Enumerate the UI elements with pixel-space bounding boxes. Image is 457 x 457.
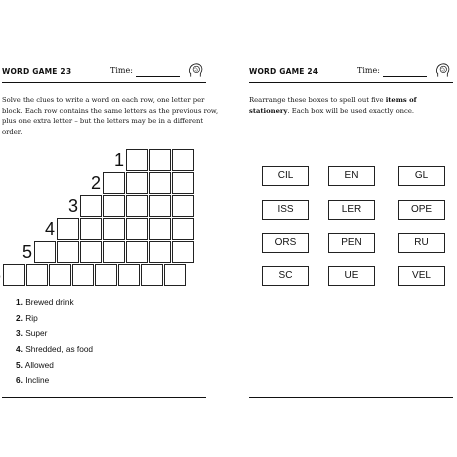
- row-number: 3: [68, 196, 79, 216]
- letter-cell[interactable]: [103, 241, 125, 263]
- page-header: [249, 62, 453, 83]
- letter-tile[interactable]: UE: [328, 266, 375, 286]
- page-footer-rule: [249, 397, 453, 398]
- letter-tile[interactable]: ORS: [262, 233, 309, 253]
- letter-cell[interactable]: [126, 149, 148, 171]
- letter-tile[interactable]: PEN: [328, 233, 375, 253]
- clue-item: 2. Rip: [16, 312, 38, 323]
- row-number: 2: [91, 173, 102, 193]
- letter-cell[interactable]: [149, 195, 171, 217]
- time-input-line[interactable]: [383, 76, 427, 77]
- letter-cell[interactable]: [95, 264, 117, 286]
- letter-tile[interactable]: VEL: [398, 266, 445, 286]
- instructions: Solve the clues to write a word on each row, one letter per block. Each row contains the same letters as the previous row, plus one extra letter – but the letters may be in a different order.: [2, 96, 219, 136]
- letter-cell[interactable]: [57, 241, 79, 263]
- letter-cell[interactable]: [80, 218, 102, 240]
- letter-cell[interactable]: [118, 264, 140, 286]
- letter-tile[interactable]: SC: [262, 266, 309, 286]
- letter-cell[interactable]: [80, 195, 102, 217]
- clue-item: 4. Shredded, as food: [16, 344, 94, 355]
- letter-cell[interactable]: [103, 218, 125, 240]
- letter-cell[interactable]: [57, 218, 79, 240]
- clue-item: 1. Brewed drink: [16, 297, 74, 307]
- letter-tile[interactable]: ISS: [262, 200, 309, 220]
- letter-cell[interactable]: [172, 218, 194, 240]
- letter-cell[interactable]: [141, 264, 163, 286]
- letter-tile[interactable]: EN: [328, 166, 375, 186]
- letter-cell[interactable]: [149, 218, 171, 240]
- letter-cell[interactable]: [49, 264, 71, 286]
- letter-cell[interactable]: [72, 264, 94, 286]
- letter-cell[interactable]: [149, 149, 171, 171]
- letter-tile[interactable]: CIL: [262, 166, 309, 186]
- letter-cell[interactable]: [164, 264, 186, 286]
- page-title: WORD GAME 23: [2, 67, 72, 76]
- letter-cell[interactable]: [126, 241, 148, 263]
- clue-list: [16, 295, 93, 389]
- clue-item: 6. Incline: [16, 375, 50, 386]
- letter-cell[interactable]: [126, 172, 148, 194]
- letter-cell[interactable]: [80, 241, 102, 263]
- page-footer-rule: [2, 397, 206, 398]
- letter-cell[interactable]: [126, 218, 148, 240]
- letter-cell[interactable]: [149, 241, 171, 263]
- letter-cell[interactable]: [126, 195, 148, 217]
- clue-item: 3. Super: [16, 328, 48, 339]
- instructions: Rearrange these boxes to spell out five items of stationery. Each box will be used exactly once.: [249, 96, 417, 115]
- letter-cell[interactable]: [172, 172, 194, 194]
- letter-cell[interactable]: [26, 264, 48, 286]
- letter-tile[interactable]: GL: [398, 166, 445, 186]
- letter-tile[interactable]: RU: [398, 233, 445, 253]
- letter-cell[interactable]: [103, 172, 125, 194]
- letter-cell[interactable]: [172, 195, 194, 217]
- word-game-24-page: [249, 62, 453, 281]
- letter-cell[interactable]: [103, 195, 125, 217]
- word-game-23-page: [2, 62, 219, 386]
- brain-head-icon: [434, 63, 451, 79]
- word-pyramid-grid: [2, 62, 222, 322]
- letter-cell[interactable]: [3, 264, 25, 286]
- time-label: Time:: [357, 66, 380, 75]
- row-number: [0, 266, 1, 284]
- letter-cell[interactable]: [149, 172, 171, 194]
- letter-cell[interactable]: [172, 241, 194, 263]
- letter-cell[interactable]: [172, 149, 194, 171]
- clue-item: 5. Allowed: [16, 359, 54, 370]
- row-number: 5: [22, 242, 33, 262]
- letter-tile[interactable]: OPE: [398, 200, 445, 220]
- page-title: WORD GAME 24: [249, 67, 319, 76]
- letter-tile[interactable]: LER: [328, 200, 375, 220]
- letter-cell[interactable]: [34, 241, 56, 263]
- row-number: 1: [114, 150, 125, 170]
- time-label: Time:: [110, 66, 133, 75]
- row-number: 4: [45, 219, 56, 239]
